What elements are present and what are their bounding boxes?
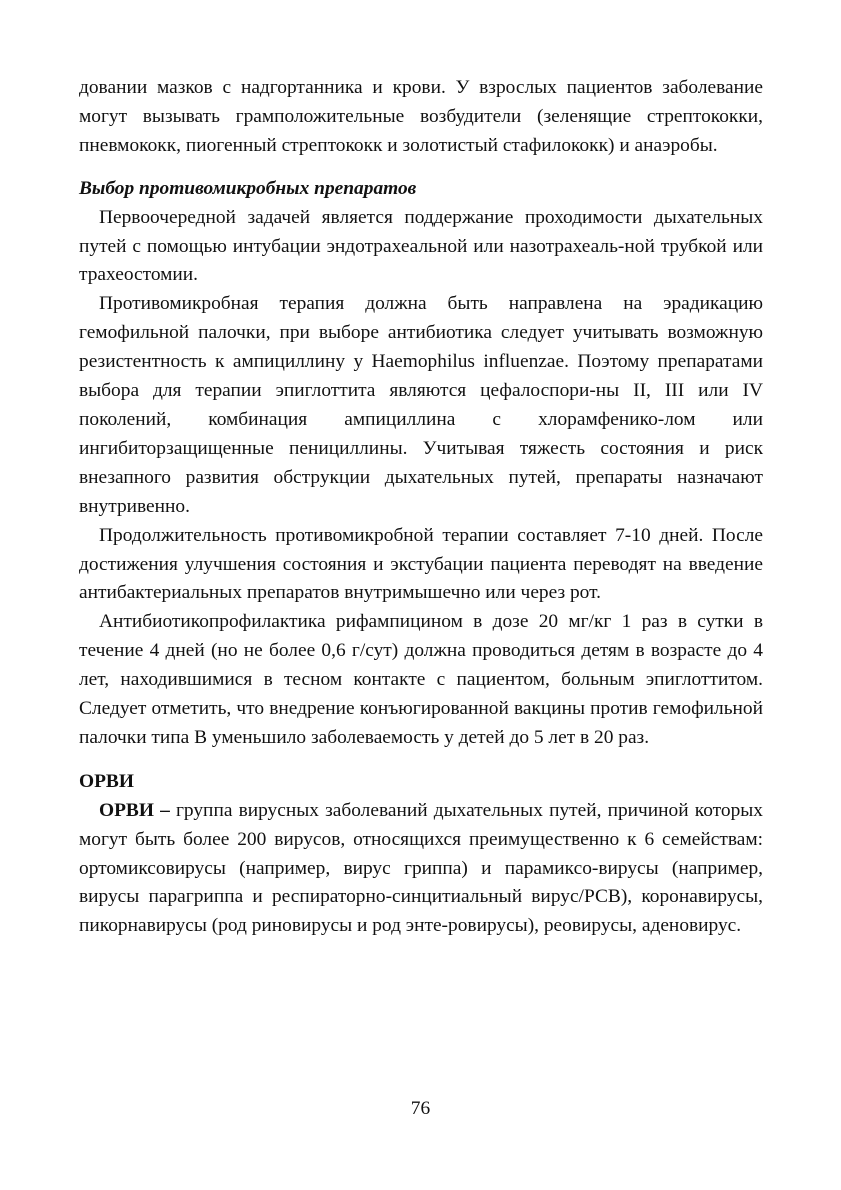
orvi-term: ОРВИ – (99, 799, 170, 821)
paragraph-therapy-duration: Продолжительность противомикробной терапии составляет 7-10 дней. После достижения улучшения состояния и экстубации пациента переводят на введение антибактериальных препаратов внутримышечно или через рот. (79, 524, 763, 604)
subheading-antimicrobial-choice: Выбор противомикробных препаратов (79, 177, 417, 199)
paragraph-airway: Первоочередной задачей является поддержание проходимости дыхательных путей с помощью интубации эндотрахеальной или назотрахеаль-ной трубкой или трахеостомии. (79, 206, 763, 286)
orvi-definition-text: группа вирусных заболеваний дыхательных путей, причиной которых могут быть более 200 вирусов, относящихся преимущественно к 6 семействам: ортомиксовирусы (например, вирус гриппа) и парамиксо-вирусы (например, вирусы парагриппа и респираторно-синцитиальный вирус/РСВ), коронавирусы, пикорнавирусы (род риновирусы и род энте-ровирусы), реовирусы, аденовирус. (79, 799, 763, 937)
paragraph-prophylaxis: Антибиотикопрофилактика рифампицином в дозе 20 мг/кг 1 раз в сутки в течение 4 дней (но не более 0,6 г/сут) должна проводиться детям в возрасте до 4 лет, находившимися в тесном контакте с пациентом, больным эпиглоттитом. Следует отметить, что внедрение конъюгированной вакцины против гемофильной палочки типа В уменьшило заболеваемость у детей до 5 лет в 20 раз. (79, 611, 763, 748)
section-title-orvi: ОРВИ (79, 770, 134, 792)
intro-paragraph: довании мазков с надгортанника и крови. У взрослых пациентов заболевание могут вызывать грамположительные возбудители (зеленящие стрептококки, пневмококк, пиогенный стрептококк и золотистый стафилококк) и анаэробы. (79, 77, 763, 156)
document-page (79, 74, 763, 941)
page-number: 76 (410, 1098, 431, 1119)
paragraph-therapy-choice: Противомикробная терапия должна быть направлена на эрадикацию гемофильной палочки, при выборе антибиотика следует учитывать возможную резистентность к ампициллину у Haemophilus influenzae. Поэтому препаратами выбора для терапии эпиглоттита являются цефалоспори-ны II, III или IV поколений, комбинация ампициллина с хлорамфенико-лом или ингибиторзащищенные пенициллины. Учитывая тяжесть состояния и риск внезапного развития обструкции дыхательных путей, препараты назначают внутривенно. (79, 293, 763, 517)
paragraph-orvi-definition (79, 797, 763, 942)
